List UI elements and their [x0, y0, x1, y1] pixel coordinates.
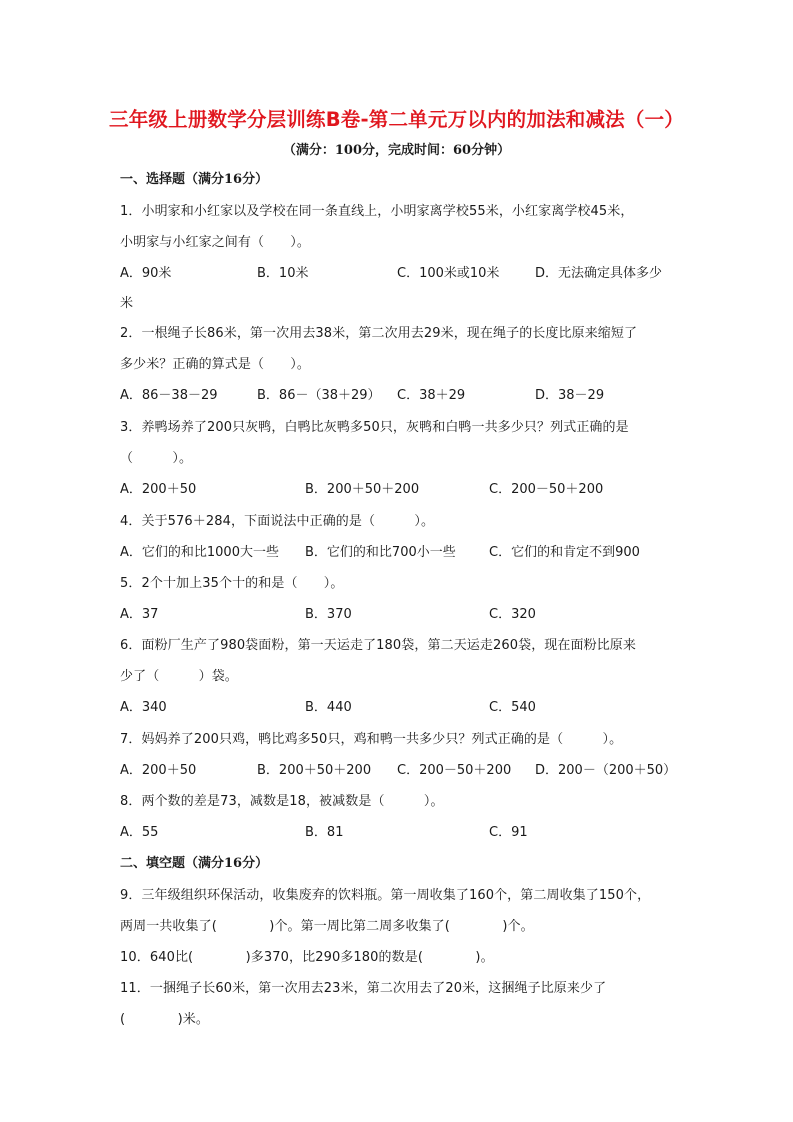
option-c: C．91 [489, 825, 528, 840]
question-text: 2．一根绳子长86米，第一次用去38米，第二次用去29米，现在绳子的长度比原来缩短了 [120, 326, 638, 341]
option-a: A．200＋50 [120, 763, 197, 778]
section-heading-fill: 二、填空题（满分16分） [120, 856, 269, 871]
option-b: B．200＋50＋200 [305, 482, 420, 497]
option-c: C．38＋29 [397, 388, 466, 403]
page-subtitle: （满分：100分，完成时间：60分钟） [282, 143, 511, 158]
option-c: C．200－50＋200 [397, 763, 512, 778]
section-heading-choice: 一、选择题（满分16分） [120, 172, 269, 187]
question-text: 9．三年级组织环保活动，收集废弃的饮料瓶。第一周收集了160个，第二周收集了150个， [120, 888, 651, 903]
option-a: A．340 [120, 700, 167, 715]
option-c: C．320 [489, 607, 536, 622]
question-text: 5．2个十加上35个十的和是（ ）。 [120, 576, 344, 591]
option-a: A．90米 [120, 266, 172, 281]
option-c: C．它们的和肯定不到900 [489, 545, 640, 560]
option-wrap: 米 [120, 296, 134, 311]
option-d: D．38－29 [535, 388, 605, 403]
option-c: C．100米或10米 [397, 266, 500, 281]
option-b: B．370 [305, 607, 352, 622]
option-a: A．200＋50 [120, 482, 197, 497]
question-text: 8．两个数的差是73，减数是18，被减数是（ ）。 [120, 794, 444, 809]
option-b: B．440 [305, 700, 352, 715]
option-a: A．37 [120, 607, 159, 622]
option-d: D．200－（200＋50） [535, 763, 677, 778]
page-title: 三年级上册数学分层训练B卷-第二单元万以内的加法和减法（一） [109, 108, 684, 131]
option-c: C．200－50＋200 [489, 482, 604, 497]
question-text: 多少米？正确的算式是（ ）。 [120, 357, 311, 372]
option-a: A．它们的和比1000大一些 [120, 545, 279, 560]
question-text: 少了（ ）袋。 [120, 669, 238, 684]
option-b: B．86－（38＋29） [257, 388, 381, 403]
question-text: 1．小明家和小红家以及学校在同一条直线上，小明家离学校55米，小红家离学校45米， [120, 204, 634, 219]
option-c: C．540 [489, 700, 536, 715]
option-a: A．55 [120, 825, 159, 840]
option-d: D．无法确定具体多少 [535, 266, 663, 281]
option-b: B．10米 [257, 266, 309, 281]
question-text: 10．640比( )多370，比290多180的数是( )。 [120, 950, 494, 965]
option-b: B．81 [305, 825, 344, 840]
question-text: ( )米。 [120, 1012, 209, 1027]
question-text: 4．关于576＋284，下面说法中正确的是（ ）。 [120, 514, 435, 529]
option-a: A．86－38－29 [120, 388, 218, 403]
question-text: 小明家与小红家之间有（ ）。 [120, 235, 311, 250]
question-text: 11．一捆绳子长60米，第一次用去23米，第二次用去了20米，这捆绳子比原来少了 [120, 981, 607, 996]
question-text: 7．妈妈养了200只鸡，鸭比鸡多50只，鸡和鸭一共多少只？列式正确的是（ ）。 [120, 732, 623, 747]
question-text: 3．养鸭场养了200只灰鸭，白鸭比灰鸭多50只，灰鸭和白鸭一共多少只？列式正确的是 [120, 420, 629, 435]
question-text: 两周一共收集了( )个。第一周比第二周多收集了( )个。 [120, 919, 534, 934]
option-b: B．它们的和比700小一些 [305, 545, 456, 560]
option-b: B．200＋50＋200 [257, 763, 372, 778]
question-text: 6．面粉厂生产了980袋面粉，第一天运走了180袋，第二天运走260袋，现在面粉比原来 [120, 638, 637, 653]
question-text: （ ）。 [120, 451, 193, 466]
